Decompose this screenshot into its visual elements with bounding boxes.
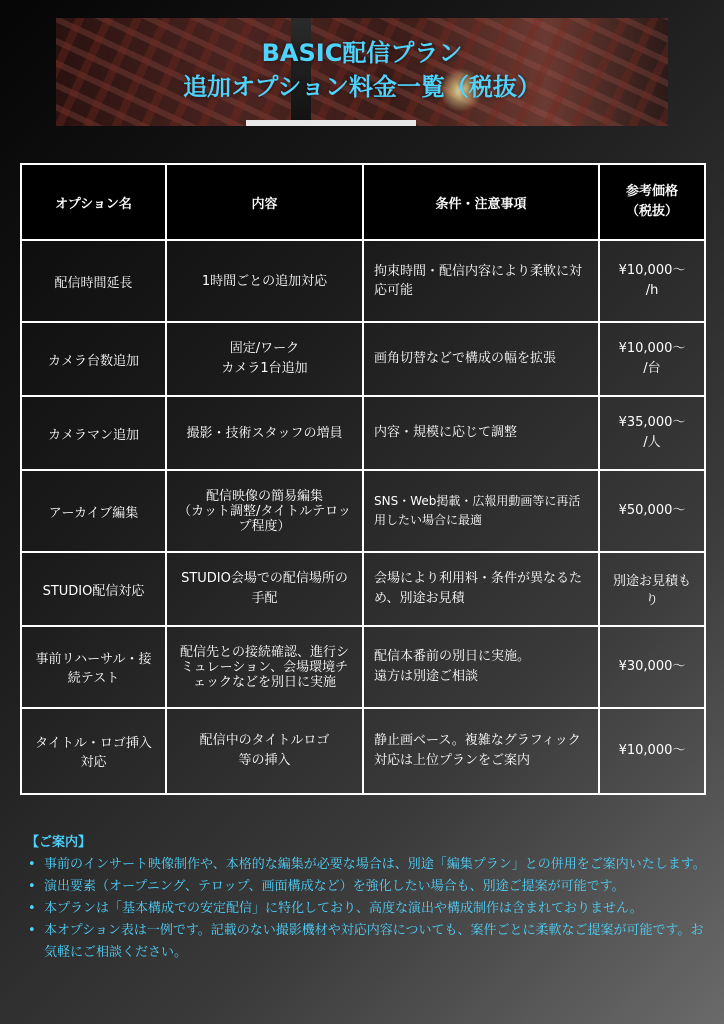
table-row: [21, 322, 705, 396]
header-option-name: オプション名: [21, 164, 166, 240]
option-condition: 配信本番前の別日に実施。 遠方は別途ご相談: [363, 626, 599, 708]
option-name: カメラ台数追加: [21, 322, 166, 396]
bullet-icon: •: [28, 901, 36, 916]
option-price: ¥30,000〜: [599, 626, 705, 708]
notes-list: [26, 854, 716, 964]
list-item: [26, 920, 716, 964]
note-text: 本プランは「基本構成での安定配信」に特化しており、高度な演出や構成制作は含まれておりません。: [44, 901, 643, 916]
notes-heading: 【ご案内】: [26, 835, 92, 850]
clapperboard-bar: [246, 120, 416, 126]
table-header-row: [21, 164, 705, 240]
table-row: [21, 396, 705, 470]
table-row: [21, 708, 705, 794]
option-condition: 会場により利用料・条件が異なるため、別途お見積: [363, 552, 599, 626]
list-item: [26, 854, 716, 876]
option-name: カメラマン追加: [21, 396, 166, 470]
option-name: 配信時間延長: [21, 240, 166, 322]
option-condition: 静止画ベース。複雑なグラフィック対応は上位プランをご案内: [363, 708, 599, 794]
option-name: タイトル・ロゴ挿入対応: [21, 708, 166, 794]
option-price: ¥10,000〜: [599, 708, 705, 794]
options-table: [20, 163, 706, 795]
header-content: 内容: [166, 164, 363, 240]
option-content: 配信先との接続確認、進行シミュレーション、会場環境チェックなどを別日に実施: [166, 626, 363, 708]
option-name: STUDIO配信対応: [21, 552, 166, 626]
bullet-icon: •: [28, 879, 36, 894]
note-text: 演出要素（オープニング、テロップ、画面構成など）を強化したい場合も、別途ご提案が可能です。: [44, 879, 625, 894]
list-item: [26, 876, 716, 898]
option-price: ¥10,000〜 /台: [599, 322, 705, 396]
table-row: [21, 552, 705, 626]
option-content: 1時間ごとの追加対応: [166, 240, 363, 322]
option-content: 固定/ワーク カメラ1台追加: [166, 322, 363, 396]
title-line-1: BASIC配信プラン: [261, 39, 463, 67]
option-content: 撮影・技術スタッフの増員: [166, 396, 363, 470]
option-content: 配信中のタイトルロゴ 等の挿入: [166, 708, 363, 794]
option-price: ¥35,000〜 /人: [599, 396, 705, 470]
bullet-icon: •: [28, 857, 36, 872]
option-condition: 拘束時間・配信内容により柔軟に対応可能: [363, 240, 599, 322]
note-text: 本オプション表は一例です。記載のない撮影機材や対応内容についても、案件ごとに柔軟なご提案が可能です。お気軽にご相談ください。: [44, 923, 704, 960]
table-row: [21, 470, 705, 552]
option-price: ¥50,000〜: [599, 470, 705, 552]
notes-section: [26, 832, 716, 964]
header-banner: [56, 18, 668, 126]
header-price: 参考価格 （税抜）: [599, 164, 705, 240]
table-row: [21, 626, 705, 708]
table-row: [21, 240, 705, 322]
list-item: [26, 898, 716, 920]
title-line-2: 追加オプション料金一覧（税抜）: [183, 73, 541, 101]
header-conditions: 条件・注意事項: [363, 164, 599, 240]
option-price: ¥10,000〜 /h: [599, 240, 705, 322]
option-name: アーカイブ編集: [21, 470, 166, 552]
option-condition: SNS・Web掲載・広報用動画等に再活用したい場合に最適: [363, 470, 599, 552]
note-text: 事前のインサート映像制作や、本格的な編集が必要な場合は、別途「編集プラン」との併用をご案内いたします。: [44, 857, 706, 872]
page-title: [56, 36, 668, 104]
bullet-icon: •: [28, 923, 36, 938]
option-condition: 画角切替などで構成の幅を拡張: [363, 322, 599, 396]
option-name: 事前リハーサル・接続テスト: [21, 626, 166, 708]
option-content: 配信映像の簡易編集 （カット調整/タイトルテロップ程度）: [166, 470, 363, 552]
option-condition: 内容・規模に応じて調整: [363, 396, 599, 470]
option-price: 別途お見積もり: [599, 552, 705, 626]
option-content: STUDIO会場での配信場所の手配: [166, 552, 363, 626]
